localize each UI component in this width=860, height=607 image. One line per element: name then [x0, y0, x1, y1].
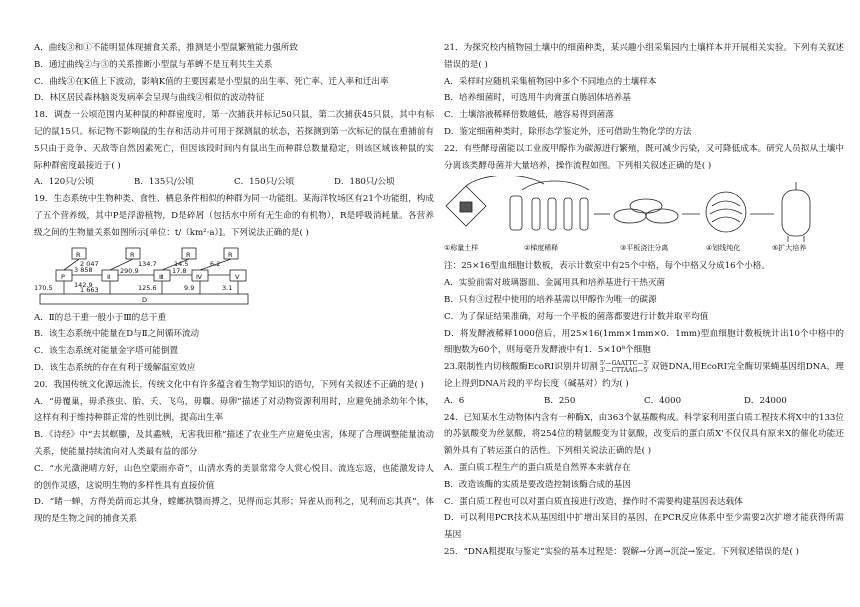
q19-option-c: C．该生态系统对能量金字塔可能倒置 [34, 346, 179, 357]
q23-stem-b: 双链DNA,用EcoRⅠ完全酶切果蝇基因组DNA，理论上得到DNA片段的平均长度（碱基对）约为( ) [444, 362, 845, 389]
q23-stem-a: 23.限制性内切核酸酶EcoRⅠ识别并切割 [444, 362, 599, 373]
q22-note: 注：25×16型血细胞计数板，表示计数室中有25个中格，每个中格又分成16个小格。 [444, 261, 770, 272]
ii-label: Ⅱ [107, 272, 111, 281]
fermenter-icon [782, 190, 810, 236]
q17-option-b: B．通过曲线②与③的关系推断小型鼠与革蜱不是互利共生关系 [34, 59, 273, 70]
right-column [444, 40, 844, 561]
p-label: P [61, 272, 65, 281]
num-3858: 3 858 [74, 265, 93, 274]
q22-option-c: C．为了保证结果准确，对每一个平板的菌落都要进行计数并取平均值 [444, 311, 709, 322]
q22-option-d: D．将发酵液稀释1000倍后，用25×16(1mm×1mm×0．1mm)型血细胞计数板统计出10个中格中的细胞数为60个，则每毫升发酵液中有1．5×10⁸个细胞 [444, 328, 844, 356]
dilution-tube-3-icon [564, 198, 572, 230]
q17-option-d: D．林区居民森林脑炎发病率会呈现与曲线②相似的波动特征 [34, 93, 265, 104]
plate-1-icon [614, 209, 646, 223]
q18-option-b: B．135只/公顷 [134, 177, 194, 188]
left-column [34, 40, 434, 528]
num-17-8: 17.8 [172, 266, 187, 275]
q22-process-diagram [444, 176, 844, 256]
q23-option-a: A．6 [444, 395, 465, 406]
q17-option-c: C．曲线③在K值上下波动，影响K值的主要因素是小型鼠的出生率、死亡率、迁入率和迁出率 [34, 76, 389, 87]
step-5-label: ⑤扩大培养 [772, 244, 807, 253]
q25-stem: 25．“DNA粗提取与鉴定”实验的基本过程是：裂解→分离→沉淀→鉴定。下列叙述错误的是( ) [444, 546, 799, 557]
num-170-5: 170.5 [34, 283, 53, 292]
q24-option-c: C．蛋白质工程也可以对蛋白质直接进行改造，操作时不需要构建基因表达载体 [444, 496, 743, 507]
r-label-3: R [186, 250, 191, 259]
step-1-label: ①称量土样 [444, 244, 479, 253]
q20-stem: 20．我国传统文化源远流长，传统文化中有许多蕴含着生物学知识的语句，下列有关叙述不正确的是( ) [34, 379, 424, 390]
q18-option-d: D．180只/公顷 [334, 177, 395, 188]
q18-options [34, 174, 434, 191]
q21-stem: 21．为探究校内植物园土壤中的细菌种类，某兴趣小组采集园内土壤样本并开展相关实验。下列有关叙述错误的是( ) [444, 43, 844, 70]
d-label: D [142, 295, 148, 304]
streak-lines [710, 201, 742, 222]
soil-sample-icon [460, 202, 472, 212]
num-142-9: 142.9 [74, 280, 93, 289]
q23-option-d: D．24000 [744, 395, 787, 406]
dilution-tube-1-icon [532, 198, 540, 230]
q24-option-b: B．改造该酶的实质是要改造控制该酶合成的基因 [444, 479, 631, 490]
iv-label: Ⅳ [196, 272, 202, 281]
num-134-7: 134.7 [138, 259, 157, 268]
q21-option-d: D．鉴定细菌种类时，除形态学鉴定外，还可借助生物化学的方法 [444, 126, 692, 137]
step-2-label: ②梯度稀释 [524, 244, 559, 253]
num-125-6: 125.6 [138, 283, 157, 292]
num-2047: 2 047 [80, 259, 99, 268]
num-290-9: 290.9 [120, 266, 139, 275]
num-9-9: 9.9 [184, 283, 195, 292]
q23-options [444, 393, 844, 410]
q21-option-a: A．采样时应随机采集植物园中多个不同地点的土壤样本 [444, 76, 657, 87]
q24-option-d: D．可以利用PCR技术从基因组中扩增出某目的基因，在PCR反应体系中至少需要2次扩增才能获得所需基因 [444, 513, 844, 541]
q23-option-b: B．250 [544, 395, 576, 406]
dilution-tube-2-icon [548, 198, 556, 230]
num-3-1: 3.1 [222, 283, 233, 292]
q22-option-b: B．只有③过程中使用的培养基需以甲醇作为唯一的碳源 [444, 294, 657, 305]
q17-option-a: A．曲线③和①不能明显体现捕食关系，推测是小型鼠繁殖能力强所致 [34, 43, 299, 53]
step-4-label: ④划线纯化 [706, 244, 741, 253]
dilution-tube-4-icon [580, 198, 588, 230]
q24-stem: 24．已知某水生动物体内含有一种酶X，由363个氨基酸构成。科学家利用蛋白质工程技术将X中的133位的苏氨酸变为丝氨酸，将254位的精氨酸变为甘氨酸，改变后的蛋白质X'不仅仅具有原来X的催化功能还额外具有了转运蛋白的活性。下列相关说法正确的是( ) [444, 412, 844, 457]
q20-option-b: B．《诗经》中“去其螟螣，及其蟊贼，无害我田稚”描述了农业生产应避免虫害，体现了合理调整能量流动关系，使能量持续流向对人类最有益的部分 [34, 430, 434, 457]
q20-option-a: A．“毋覆巢，毋杀孩虫、胎、夭、飞鸟，毋麛、毋卵”描述了对动物资源利用时，应避免捕杀幼年个体，这样有利于维持种群正常的性别比例，提高出生率 [34, 396, 434, 424]
q19-stem: 19．生态系统中生物种类、食性、栖息条件相似的种群为同一功能组。某海洋牧场区有21个功能组，构成了五个营养级，其中P是浮游植物，D是碎屑（包括水中所有无生命的有机物），R是呼吸消耗量。各营养级之间的生物量关系如图所示[单位：t/（km²·a）]。下列说法正确的是( ) [34, 194, 434, 238]
num-14-5: 14.5 [174, 259, 189, 268]
q18-option-c: C．150只/公顷 [234, 177, 295, 188]
q19-energy-flow-diagram [34, 244, 434, 308]
num-1663: 1 663 [80, 285, 99, 294]
q21-option-b: B．培养细菌时，可选用牛肉膏蛋白胨固体培养基 [444, 93, 631, 104]
num-6-2: 6.2 [210, 259, 221, 268]
q22-option-a: A．实验前需对玻璃器皿、金属用具和培养基进行干热灭菌 [444, 278, 666, 289]
r-label-2: R [130, 250, 135, 259]
q23-option-c: C．4000 [644, 395, 682, 406]
r-label-1: R [76, 250, 81, 259]
ecori-seq-top: 5'—GAATTC—3' [600, 359, 649, 367]
q20-option-c: C．“水光潋滟晴方好，山色空蒙雨亦奇”，山清水秀的美景常常令人赏心悦目、流连忘返，也能激发诗人的创作灵感，这说明生物的多样性具有直接价值 [34, 463, 434, 491]
q22-stem: 22．有些酵母菌能以工业废甲醇作为碳源进行繁殖，既可减少污染，又可降低成本。研究人员拟从土壤中分离该类酵母菌并大量培养，操作流程如图。下列相关叙述正确的是( ) [444, 143, 844, 171]
q18-stem: 18．调查一公顷范围内某种鼠的种群密度时，第一次捕获并标记50只鼠，第二次捕获45只鼠，其中有标记的鼠15只。标记物不影响鼠的生存和活动并可用于探测鼠的状态，若探测到第一次标记的鼠在重捕前有5只由于竞争、天敌等自然因素死亡，但因该段时间内有鼠出生而种群总数量稳定，则该区域该种鼠的实际种群密度最接近于( ) [34, 110, 434, 171]
q23-stem [444, 359, 844, 393]
iii-label: Ⅲ [159, 272, 164, 281]
plate-3-icon [646, 209, 678, 223]
q18-option-a: A．120只/公顷 [34, 177, 94, 188]
q20-option-d: D．“睹一蝉，方得美荫而忘其身，螳螂执翳而搏之，见得而忘其形；异雀从而利之，见利而忘其真”，体现的是生物之间的捕食关系 [34, 497, 434, 525]
ecori-sequence [600, 360, 649, 374]
q19-option-b: B．该生态系统中能量在D与Ⅱ之间循环流动 [34, 329, 200, 340]
plate-2-icon [630, 199, 662, 213]
v-label: V [235, 272, 240, 281]
q19-option-d: D．该生态系统的存在有利于缓解温室效应 [34, 362, 196, 373]
q21-option-c: C．土壤溶液稀释倍数越低，越容易得到菌落 [444, 110, 614, 121]
q19-option-a: A．Ⅱ的总干重一般小于Ⅲ的总干重 [34, 312, 167, 323]
transfer-arrow-2 [522, 181, 589, 190]
ecori-seq-bottom: 3'—CTTAAG—5' [600, 366, 649, 374]
flask-icon [510, 196, 522, 230]
step-3-label: ③平板浇注分离 [620, 244, 669, 253]
q24-option-a: A．蛋白质工程生产的蛋白质是自然界本来就存在 [444, 462, 631, 473]
r-label-4: R [228, 250, 233, 259]
streak-plate-icon [706, 192, 746, 232]
